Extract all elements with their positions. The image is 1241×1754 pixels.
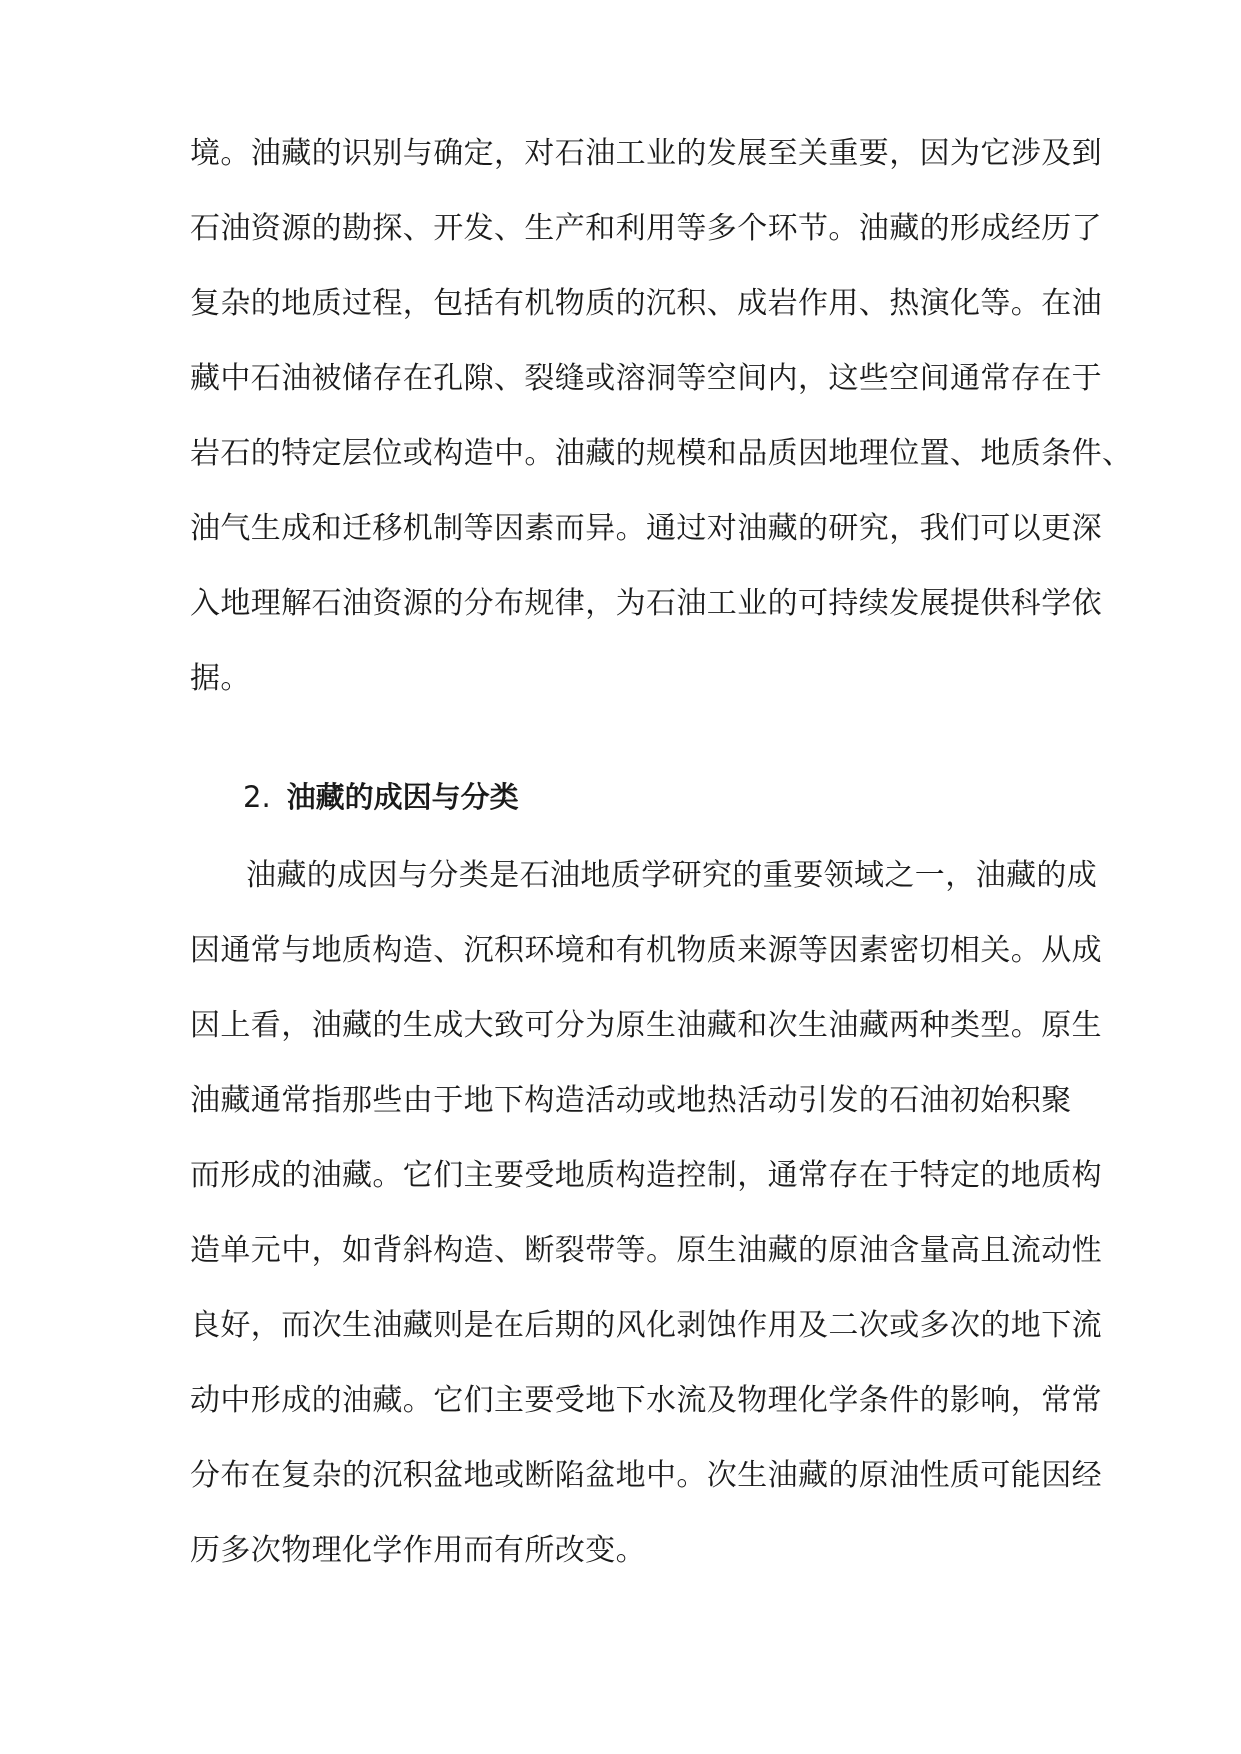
- paragraph-2-line-4: 油藏通常指那些由于地下构造活动或地热活动引发的石油初始积聚: [190, 1083, 1072, 1118]
- paragraph-1-line-3: 复杂的地质过程，包括有机物质的沉积、成岩作用、热演化等。在油: [190, 286, 1102, 321]
- paragraph-2-line-9: 分布在复杂的沉积盆地或断陷盆地中。次生油藏的原油性质可能因经: [190, 1458, 1102, 1493]
- paragraph-2-line-3: 因上看，油藏的生成大致可分为原生油藏和次生油藏两种类型。原生: [190, 1008, 1102, 1043]
- paragraph-1-line-7: 入地理解石油资源的分布规律，为石油工业的可持续发展提供科学依: [190, 586, 1102, 621]
- paragraph-1-line-4: 藏中石油被储存在孔隙、裂缝或溶洞等空间内，这些空间通常存在于: [190, 361, 1102, 396]
- section-title: 油藏的成因与分类: [286, 780, 519, 814]
- paragraph-2-line-7: 良好，而次生油藏则是在后期的风化剥蚀作用及二次或多次的地下流: [190, 1308, 1102, 1343]
- paragraph-2-line-6: 造单元中，如背斜构造、断裂带等。原生油藏的原油含量高且流动性: [190, 1233, 1102, 1268]
- paragraph-2-line-10: 历多次物理化学作用而有所改变。: [190, 1533, 646, 1568]
- section-number: 2.: [243, 780, 271, 814]
- paragraph-1-line-8: 据。: [190, 661, 251, 696]
- paragraph-1-line-6: 油气生成和迁移机制等因素而异。通过对油藏的研究，我们可以更深: [190, 511, 1102, 546]
- paragraph-1-line-5: 岩石的特定层位或构造中。油藏的规模和品质因地理位置、地质条件、: [190, 436, 1133, 471]
- section-heading: [243, 777, 519, 817]
- paragraph-1-line-1: 境。油藏的识别与确定，对石油工业的发展至关重要，因为它涉及到: [190, 136, 1102, 171]
- paragraph-2-line-2: 因通常与地质构造、沉积环境和有机物质来源等因素密切相关。从成: [190, 933, 1102, 968]
- paragraph-2-line-1: 油藏的成因与分类是石油地质学研究的重要领域之一，油藏的成: [246, 858, 1098, 893]
- paragraph-1-line-2: 石油资源的勘探、开发、生产和利用等多个环节。油藏的形成经历了: [190, 211, 1102, 246]
- paragraph-2-line-8: 动中形成的油藏。它们主要受地下水流及物理化学条件的影响，常常: [190, 1383, 1102, 1418]
- paragraph-2-line-5: 而形成的油藏。它们主要受地质构造控制，通常存在于特定的地质构: [190, 1158, 1102, 1193]
